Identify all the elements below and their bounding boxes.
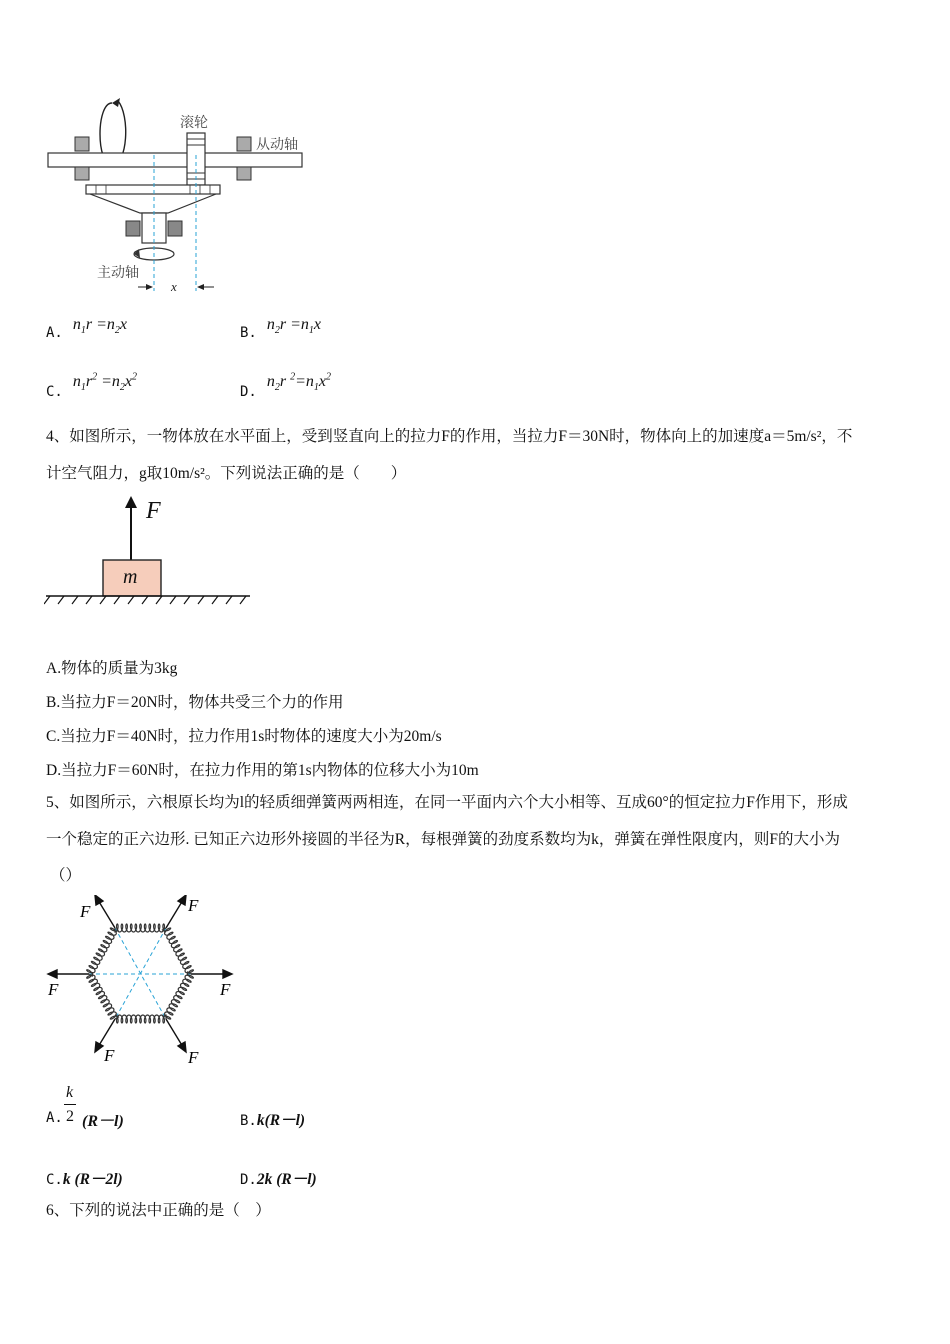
label-x: x bbox=[171, 279, 177, 294]
label-driver: 主动轴 bbox=[97, 266, 139, 281]
q5-option-a[interactable] bbox=[46, 1084, 226, 1134]
spring-coil bbox=[115, 1015, 166, 1023]
figure-spring-hexagon bbox=[40, 895, 240, 1070]
q6-stem-line1: 6、下列的说法中正确的是（ ） bbox=[46, 1202, 271, 1219]
q4-option-d[interactable]: D.当拉力F＝60N时，在拉力作用的第1s内物体的位移大小为10m bbox=[46, 762, 479, 779]
force-label-lower-left: F bbox=[104, 1046, 115, 1065]
label-driven: 从动轴 bbox=[256, 138, 298, 153]
q5-option-b[interactable] bbox=[240, 1108, 305, 1130]
force-label-left: F bbox=[48, 980, 59, 999]
q5-option-d[interactable] bbox=[240, 1167, 317, 1189]
q4-stem-line1: 4、如图所示，一物体放在水平面上，受到竖直向上的拉力F的作用，当拉力F＝30N时，物体向上的加速度a＝5m/s²，不 bbox=[46, 428, 853, 445]
force-label-upper-right: F bbox=[188, 896, 199, 915]
force-label-lower-right: F bbox=[188, 1048, 199, 1067]
option-letter: B. bbox=[240, 325, 257, 341]
q4-option-b[interactable]: B.当拉力F＝20N时，物体共受三个力的作用 bbox=[46, 694, 344, 711]
q3-option-a[interactable] bbox=[46, 316, 127, 341]
fraction-numerator: k bbox=[66, 1084, 74, 1101]
q4-option-c[interactable]: C.当拉力F＝40N时，拉力作用1s时物体的速度大小为20m/s bbox=[46, 728, 442, 745]
option-formula: $n_2r$ $^2=n_1x^2$ bbox=[266, 372, 331, 394]
option-letter: C. bbox=[46, 384, 63, 401]
driven-shaft bbox=[48, 153, 302, 167]
option-formula: $n_1r^2 =n_2x^2$ bbox=[72, 372, 137, 394]
figure-block-on-ground bbox=[44, 494, 254, 610]
option-formula: $n_2r =n_1x$ bbox=[266, 316, 321, 337]
q5-option-c[interactable] bbox=[46, 1167, 123, 1189]
bearing-right bbox=[237, 137, 251, 151]
q5-stem-line1: 5、如图所示，六根原长均为l的轻质细弹簧两两相连，在同一平面内六个大小相等、互成60°的恒定拉力F作用下，形成 bbox=[46, 794, 848, 811]
option-text: k (R－2l) bbox=[62, 1171, 123, 1188]
spring-coil bbox=[87, 928, 119, 976]
spring-coil bbox=[115, 924, 166, 932]
spring-coil bbox=[162, 928, 193, 976]
q4-option-a[interactable]: A.物体的质量为3kg bbox=[46, 660, 178, 677]
option-letter: C. bbox=[46, 1172, 63, 1188]
bearing-right-low bbox=[237, 167, 251, 180]
spring-coil bbox=[87, 972, 119, 1019]
fraction-bar bbox=[64, 1104, 76, 1105]
option-letter: B. bbox=[240, 1113, 257, 1129]
bearing-left-low bbox=[75, 167, 89, 180]
option-letter: D. bbox=[240, 1172, 257, 1188]
force-label: F bbox=[146, 498, 161, 524]
q5-stem-line2: 一个稳定的正六边形. 已知正六边形外接圆的半径为R，每根弹簧的劲度系数均为k，弹簧在弹性限度内，则F的大小为 bbox=[46, 831, 840, 848]
q5-stem-line3: （） bbox=[50, 867, 82, 884]
q3-option-d[interactable] bbox=[240, 372, 331, 401]
option-rest: (R－l) bbox=[82, 1113, 124, 1130]
option-text: k(R－l) bbox=[256, 1112, 306, 1129]
option-text: 2k (R－l) bbox=[256, 1171, 317, 1188]
force-label-upper-left: F bbox=[80, 902, 91, 921]
spring-coil bbox=[163, 972, 194, 1019]
option-letter: A. bbox=[46, 325, 63, 341]
bearing-left bbox=[75, 137, 89, 151]
q4-stem-line2: 计空气阻力，g取10m/s²。下列说法正确的是（ ） bbox=[46, 465, 407, 482]
option-formula: $n_1r =n_2x$ bbox=[72, 316, 127, 337]
fraction-denominator: 2 bbox=[66, 1108, 74, 1125]
q3-option-c[interactable] bbox=[46, 372, 137, 401]
option-letter: D. bbox=[240, 384, 257, 401]
force-label-right: F bbox=[220, 980, 231, 999]
force-arrowhead bbox=[125, 496, 137, 508]
q3-option-b[interactable] bbox=[240, 316, 321, 341]
label-roller: 滚轮 bbox=[180, 116, 208, 131]
option-letter: A. bbox=[46, 1110, 63, 1126]
rotation-arrowhead bbox=[112, 98, 120, 107]
figure-roller-shafts bbox=[40, 95, 330, 300]
mass-label: m bbox=[123, 566, 138, 588]
